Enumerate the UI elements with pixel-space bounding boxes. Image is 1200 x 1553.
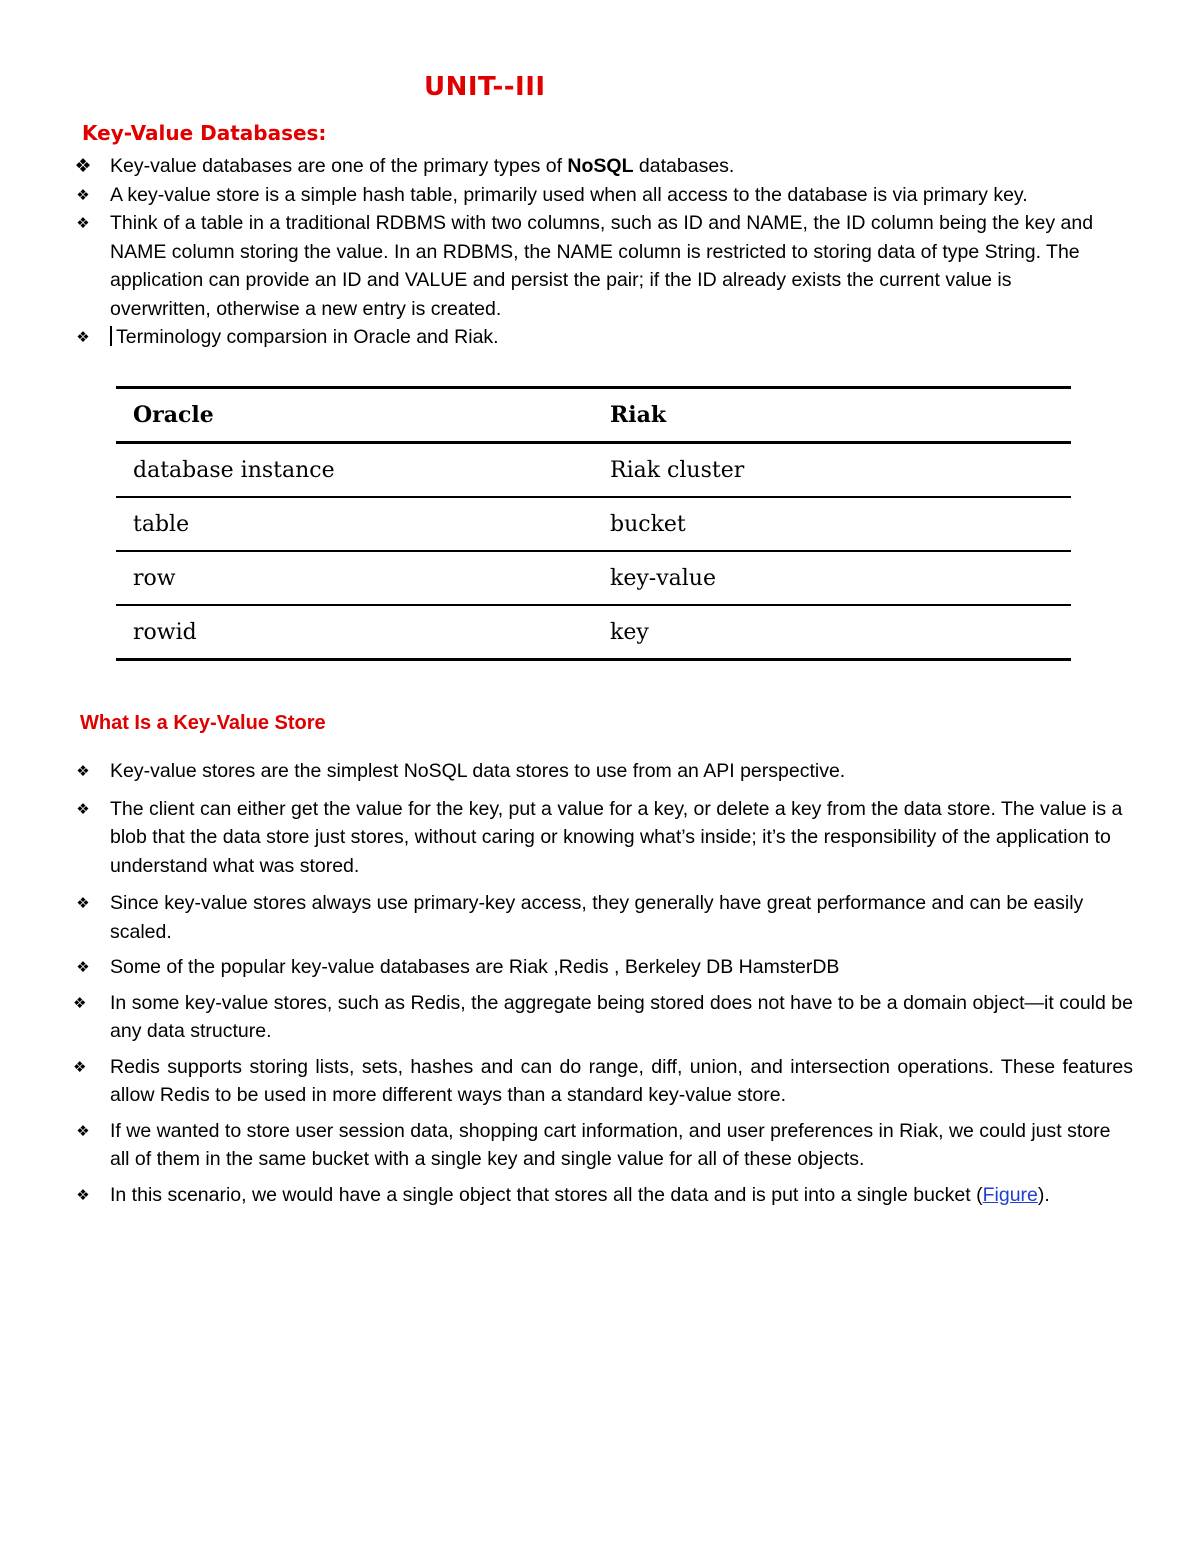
list-item: ❖ Terminology comparsion in Oracle and Riak. [73,323,1113,352]
list-item: ❖ The client can either get the value for the key, put a value for a key, or delete a key from the data store. The value is a blob that the data store just stores, without caring or knowing what’s inside; it’s the responsibility of the application to understand what was stored. [73,795,1133,881]
diamond-bullet-icon: ❖ [76,1185,90,1204]
list-item: ❖ In some key-value stores, such as Redis, the aggregate being stored does not have to be a domain object—it could be any data structure. [73,989,1133,1046]
unit-title: UNIT--III [424,72,546,102]
diamond-bullet-icon: ❖ [73,1057,87,1076]
section-heading-what-is-key-value-store: What Is a Key-Value Store [80,712,326,734]
table-row [116,551,1071,605]
diamond-bullet-icon: ❖ [76,762,90,780]
table-cell: row [116,551,610,605]
list-item: ❖ Some of the popular key-value databases are Riak ,Redis , Berkeley DB HamsterDB [73,953,1133,982]
section-heading-key-value-databases: Key-Value Databases: [82,121,327,145]
diamond-bullet-icon: ❖ [74,155,92,177]
table-row [116,497,1071,551]
table-cell: rowid [116,605,610,660]
nosql-term: NoSQL [567,155,634,177]
list-item: ❖ A key-value store is a simple hash table, primarily used when all access to the database is via primary key. [73,181,1113,210]
list-item: ❖ In this scenario, we would have a single object that stores all the data and is put into a single bucket (Figure). [73,1181,1133,1210]
diamond-bullet-icon: ❖ [76,958,90,976]
diamond-bullet-icon: ❖ [76,894,90,912]
table-cell: key [610,605,1071,660]
table-cell: key-value [610,551,1071,605]
figure-link[interactable]: Figure [982,1183,1038,1206]
list-item: ❖ Key-value databases are one of the primary types of NoSQL databases. [73,152,1113,181]
key-value-databases-list [73,152,1113,352]
diamond-bullet-icon: ❖ [76,185,90,204]
list-item: ❖ Since key-value stores always use primary-key access, they generally have great performance and can be easily scaled. [73,889,1133,946]
terminology-table [116,386,1071,661]
key-value-store-list [73,757,1133,1216]
table-cell: Riak cluster [610,443,1071,498]
diamond-bullet-icon: ❖ [76,1121,90,1140]
diamond-bullet-icon: ❖ [76,328,90,346]
diamond-bullet-icon: ❖ [76,799,90,818]
column-header-riak: Riak [610,388,1071,443]
table-cell: table [116,497,610,551]
table-row [116,605,1071,660]
list-item: ❖ Key-value stores are the simplest NoSQL data stores to use from an API perspective. [73,757,1133,786]
list-item: ❖ Think of a table in a traditional RDBMS with two columns, such as ID and NAME, the ID column being the key and NAME column storing the value. In an RDBMS, the NAME column is restricted to storing data of type String. The application can provide an ID and VALUE and persist the pair; if the ID already exists the current value is overwritten, otherwise a new entry is created. [73,209,1113,323]
column-header-oracle: Oracle [116,388,610,443]
diamond-bullet-icon: ❖ [73,993,87,1012]
table-cell: bucket [610,497,1071,551]
table-header-row [116,388,1071,443]
list-item: ❖ Redis supports storing lists, sets, hashes and can do range, diff, union, and intersection operations. These features allow Redis to be used in more different ways than a standard key-value store. [73,1053,1133,1110]
list-item: ❖ If we wanted to store user session data, shopping cart information, and user preferences in Riak, we could just store all of them in the same bucket with a single key and single value for all of these objects. [73,1117,1133,1174]
diamond-bullet-icon: ❖ [76,214,90,232]
table-row [116,443,1071,498]
table-cell: database instance [116,443,610,498]
text-cursor [110,326,112,346]
